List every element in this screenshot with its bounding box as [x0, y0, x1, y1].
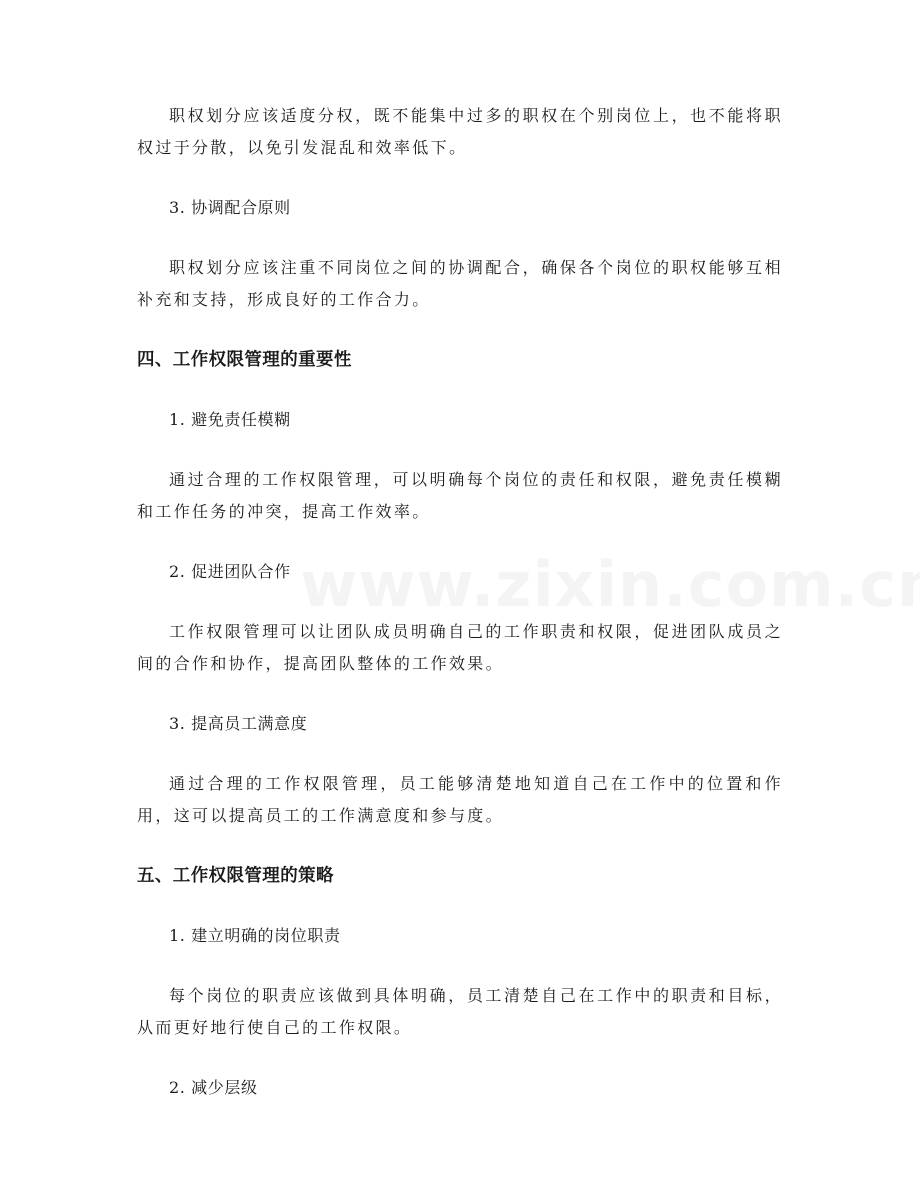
paragraph-coordination: 职权划分应该注重不同岗位之间的协调配合，确保各个岗位的职权能够互相补充和支持，形成良好的工作合力。 — [137, 258, 783, 309]
paragraph-clear-duties: 每个岗位的职责应该做到具体明确，员工清楚自己在工作中的职责和目标，从而更好地行使自己的工作权限。 — [137, 986, 783, 1037]
subheading-avoid-ambiguity: 1. 避免责任模糊 — [169, 410, 291, 429]
subheading-reduce-levels: 2. 减少层级 — [169, 1078, 258, 1097]
subheading-satisfaction: 3. 提高员工满意度 — [169, 714, 308, 733]
document-body — [137, 100, 783, 1132]
section-heading-importance: 四、工作权限管理的重要性 — [137, 350, 352, 370]
paragraph-satisfaction: 通过合理的工作权限管理，员工能够清楚地知道自己在工作中的位置和作用，这可以提高员工的工作满意度和参与度。 — [137, 774, 783, 825]
subheading-teamwork: 2. 促进团队合作 — [169, 562, 291, 581]
subheading-coordination-principle: 3. 协调配合原则 — [169, 198, 291, 217]
subheading-clear-duties: 1. 建立明确的岗位职责 — [169, 926, 341, 945]
paragraph-teamwork: 工作权限管理可以让团队成员明确自己的工作职责和权限，促进团队成员之间的合作和协作，提高团队整体的工作效果。 — [137, 622, 783, 673]
paragraph-decentralization: 职权划分应该适度分权，既不能集中过多的职权在个别岗位上，也不能将职权过于分散，以免引发混乱和效率低下。 — [137, 106, 783, 157]
paragraph-avoid-ambiguity: 通过合理的工作权限管理，可以明确每个岗位的责任和权限，避免责任模糊和工作任务的冲突，提高工作效率。 — [137, 470, 783, 521]
section-heading-strategy: 五、工作权限管理的策略 — [137, 866, 334, 886]
